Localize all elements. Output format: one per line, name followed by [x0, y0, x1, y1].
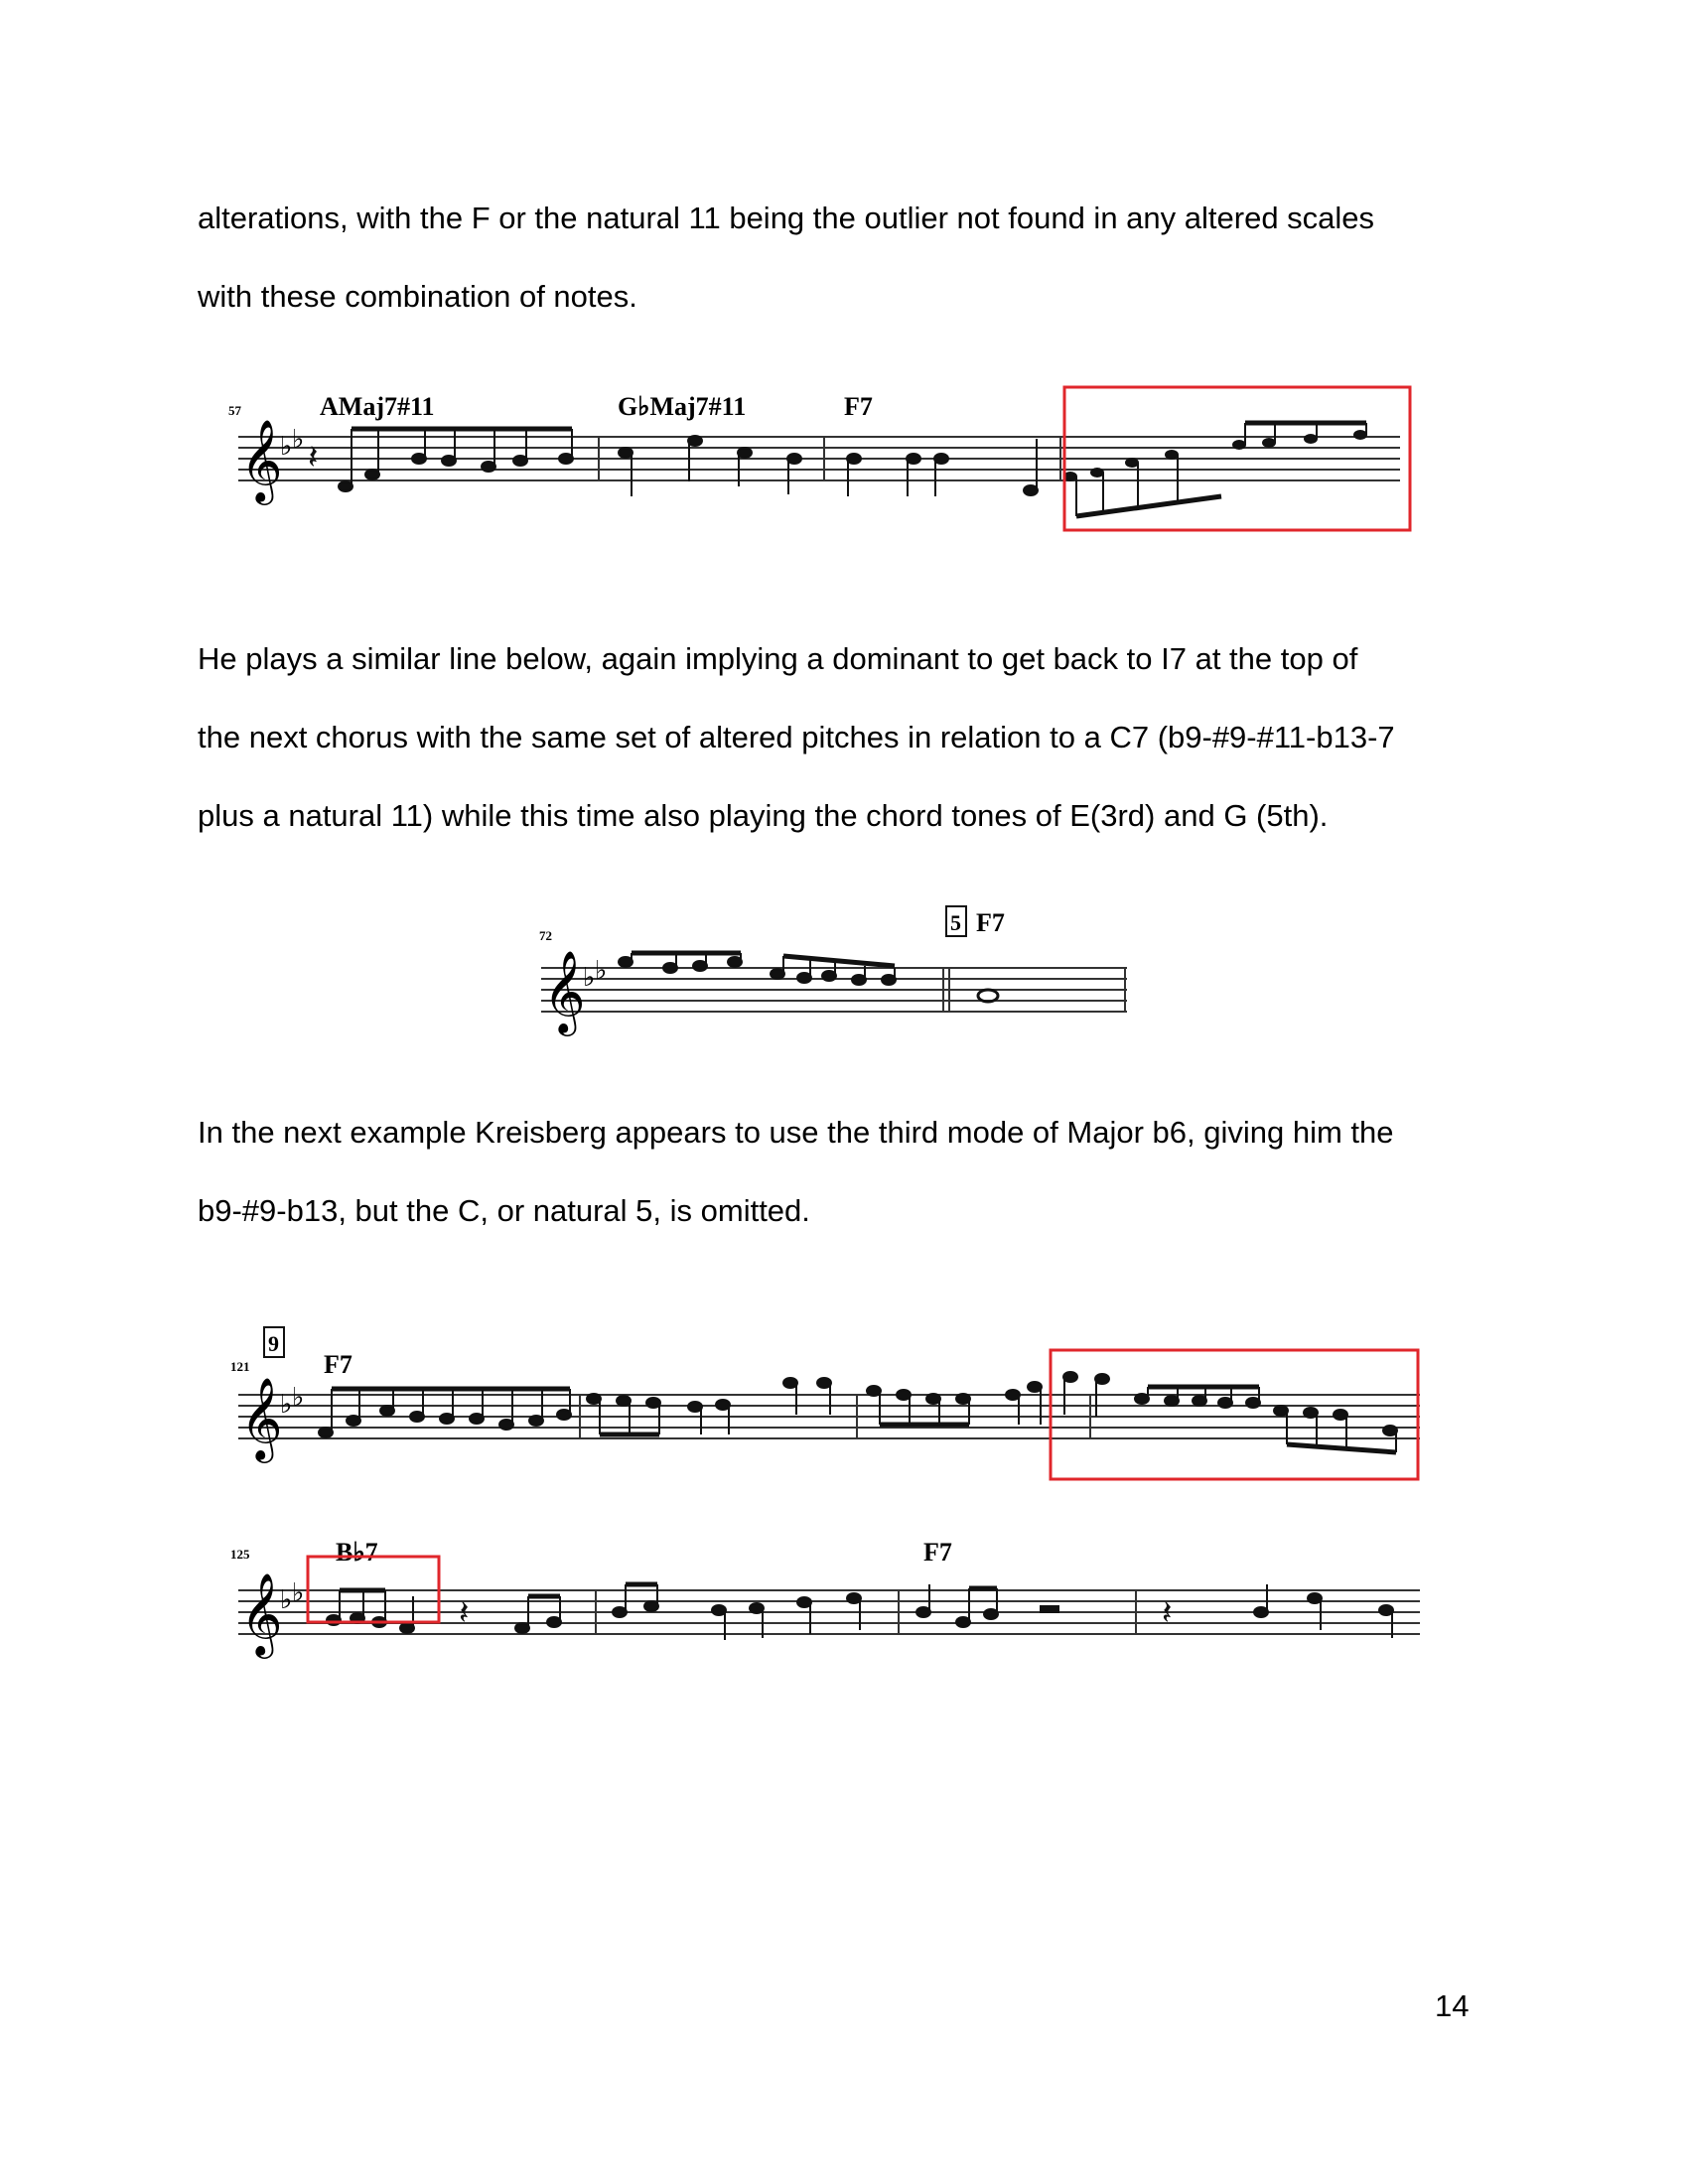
paragraph-1: [198, 179, 1508, 336]
music-example-m125: [228, 1511, 1440, 1670]
paragraph-line: alterations, with the F or the natural 11 being the outlier not found in any altered scales: [198, 201, 1375, 235]
music-example-m121: [228, 1315, 1440, 1499]
chord-symbol: F7: [923, 1538, 952, 1567]
key-signature-flat: ♭: [280, 432, 293, 461]
key-signature-flat: ♭: [292, 425, 305, 454]
paragraph-line: b9-#9-b13, but the C, or natural 5, is omitted.: [198, 1193, 810, 1228]
svg-text:♭: ♭: [292, 1578, 305, 1607]
measure-number: 125: [230, 1547, 250, 1562]
measure-number: 72: [539, 928, 552, 943]
treble-clef-icon: 𝄞: [240, 1574, 283, 1654]
chord-symbol: F7: [976, 908, 1005, 937]
paragraph-line: the next chorus with the same set of altered pitches in relation to a C7 (b9-#9-#11-b13-7: [198, 720, 1395, 754]
measure-number: 121: [230, 1359, 250, 1374]
paragraph-line: plus a natural 11) while this time also playing the chord tones of E(3rd) and G (5th).: [198, 798, 1329, 833]
svg-text:♭: ♭: [583, 963, 596, 992]
svg-text:𝄽: 𝄽: [1162, 1595, 1173, 1632]
svg-text:𝄽: 𝄽: [459, 1595, 470, 1632]
measure-number: 57: [228, 403, 241, 418]
treble-clef-icon: 𝄞: [543, 952, 586, 1031]
svg-text:♭: ♭: [280, 1390, 293, 1419]
page-number: 14: [1435, 1988, 1470, 2023]
paragraph-3: [198, 1093, 1508, 1250]
chord-symbol: F7: [844, 392, 873, 421]
chord-symbol: B♭7: [336, 1538, 378, 1567]
chord-symbol: AMaj7#11: [320, 392, 435, 421]
paragraph-2: [198, 619, 1508, 855]
svg-text:♭: ♭: [280, 1585, 293, 1614]
rehearsal-mark: 5: [950, 910, 961, 935]
paragraph-line: with these combination of notes.: [198, 279, 637, 314]
music-example-m57: [228, 377, 1420, 546]
svg-text:𝄽: 𝄽: [308, 440, 319, 477]
chord-symbol: G♭Maj7#11: [618, 392, 747, 421]
highlight-box: [1051, 1350, 1418, 1479]
svg-text:♭: ♭: [292, 1383, 305, 1412]
paragraph-line: In the next example Kreisberg appears to use the third mode of Major b6, giving him the: [198, 1115, 1394, 1150]
treble-clef-icon: 𝄞: [240, 1379, 283, 1458]
rehearsal-mark: 9: [268, 1331, 279, 1356]
treble-clef-icon: 𝄞: [240, 421, 283, 500]
chord-symbol: F7: [324, 1350, 352, 1379]
svg-text:♭: ♭: [595, 956, 608, 985]
paragraph-line: He plays a similar line below, again implying a dominant to get back to I7 at the top of: [198, 641, 1358, 676]
music-example-m72: [531, 898, 1137, 1067]
